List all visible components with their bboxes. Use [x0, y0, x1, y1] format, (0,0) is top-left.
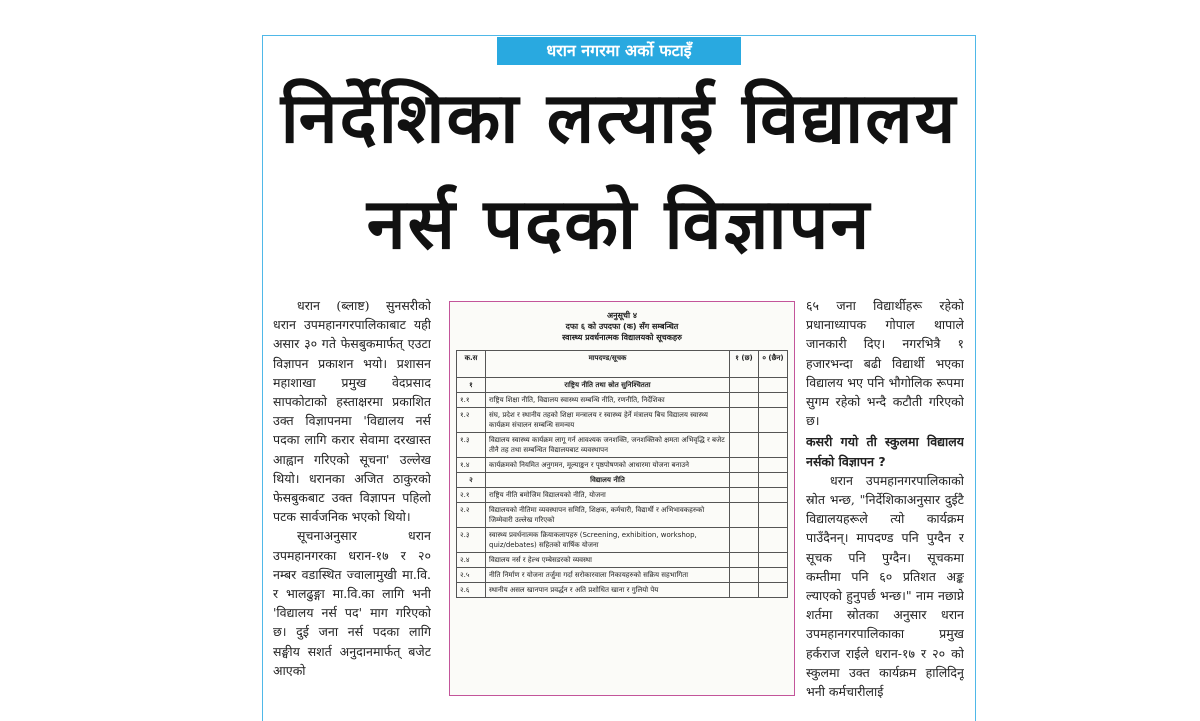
row-indicator: स्वास्थ्य प्रवर्धनात्मक क्रियाकलापहरु (Screening, exhibition, workshop, quiz/debates) सहितको वार्षिक योजना	[486, 528, 730, 553]
row-yes-cell	[730, 473, 759, 488]
headline-line-1: निर्देशिका लत्याई विद्यालय	[280, 77, 958, 159]
row-number: २.५	[457, 568, 486, 583]
table-header-row	[457, 351, 788, 378]
row-number: २.३	[457, 528, 486, 553]
row-number: २.१	[457, 488, 486, 503]
document-image	[449, 301, 795, 696]
row-no-cell	[759, 433, 788, 458]
row-no-cell	[759, 503, 788, 528]
table-row	[457, 408, 788, 433]
row-indicator: विद्यालय स्वास्थ्य कार्यक्रम लागू गर्न आवश्यक जनशक्ति, जनशक्तिको क्षमता अभिवृद्धि र बजेट तीनै तह तथा सम्बन्धित विद्यालयबाट व्यवस्थापन	[486, 433, 730, 458]
row-indicator: स्थानीय असल खानपान प्रवर्द्धन र अति प्रशोधित खाना र गुलियो पेय	[486, 583, 730, 598]
table-row	[457, 503, 788, 528]
right-column	[806, 296, 964, 716]
row-indicator: राष्ट्रिय नीति बमोजिम विद्यालयको नीति, योजना	[486, 488, 730, 503]
row-no-cell	[759, 488, 788, 503]
row-no-cell	[759, 553, 788, 568]
row-no-cell	[759, 473, 788, 488]
right-paragraph-2: धरान उपमहानगरपालिकाको स्रोत भन्छ, "निर्देशिकाअनुसार दुईटै विद्यालयहरूले त्यो कार्यक्रम पाउँदैनन्। मापदण्ड पनि पुग्दैन र सूचक पनि पुग्दैन। सूचकमा कम्तीमा पनि ६० प्रतिशत अङ्क ल्याएको हुनुपर्छ भन्छ।" नाम नछाप्ने शर्तमा स्रोतका अनुसार धरान उपमहानगरपालिकाका प्रमुख हर्कराज राईले धरान-१७ र २० को स्कुलमा उक्त कार्यक्रम हालिदिनू भनी कर्मचारीलाई	[806, 472, 964, 700]
table-row	[457, 553, 788, 568]
row-indicator: राष्ट्रिय शिक्षा नीति, विद्यालय स्वास्थ्य सम्बन्धि नीति, रणनीति, निर्देशिका	[486, 393, 730, 408]
row-yes-cell	[730, 568, 759, 583]
row-no-cell	[759, 528, 788, 553]
right-subhead: कसरी गयो ती स्कुलमा विद्यालय नर्सको विज्ञापन ?	[806, 434, 964, 469]
row-indicator: विद्यालय नर्स र हेल्थ एम्बेसडरको व्यवस्था	[486, 553, 730, 568]
row-number: २.२	[457, 503, 486, 528]
table-row	[457, 378, 788, 393]
doc-title-2: दफा ६ को उपदफा (क) सँग सम्बन्धित	[565, 322, 679, 331]
row-number: १.३	[457, 433, 486, 458]
row-indicator: नीति निर्माण र योजना तर्जुमा गर्दा सरोकारवाला निकायहरुको सक्रिय सहभागिता	[486, 568, 730, 583]
headline-line-2: नर्स पदको विज्ञापन	[366, 183, 872, 265]
row-no-cell	[759, 393, 788, 408]
row-no-cell	[759, 568, 788, 583]
row-yes-cell	[730, 458, 759, 473]
row-no-cell	[759, 408, 788, 433]
table-row	[457, 528, 788, 553]
table-row	[457, 393, 788, 408]
row-number: २.६	[457, 583, 486, 598]
row-number: १.२	[457, 408, 486, 433]
indicator-table	[456, 350, 788, 598]
row-no-cell	[759, 458, 788, 473]
row-indicator: विद्यालय नीति	[486, 473, 730, 488]
kicker-label: धरान नगरमा अर्को फटाइँ	[497, 37, 741, 65]
row-yes-cell	[730, 433, 759, 458]
row-number: १.१	[457, 393, 486, 408]
row-indicator: कार्यक्रमको नियमित अनुगमन, मूल्याङ्कन र पृष्ठपोषणको आधारमा योजना बनाउने	[486, 458, 730, 473]
row-yes-cell	[730, 528, 759, 553]
table-row	[457, 568, 788, 583]
row-yes-cell	[730, 393, 759, 408]
row-yes-cell	[730, 503, 759, 528]
table-body	[457, 378, 788, 598]
table-row	[457, 473, 788, 488]
table-row	[457, 433, 788, 458]
row-indicator: संघ, प्रदेश र स्थानीय तहको शिक्षा मन्त्रालय र स्वास्थ्य हेर्ने मंत्रालय बिच विद्यालय स्वास्थ्य कार्यक्रम संचालन सम्बन्धि समन्वय	[486, 408, 730, 433]
table-row	[457, 458, 788, 473]
right-paragraph-1: ६५ जना विद्यार्थीहरू रहेको प्रधानाध्यापक गोपाल थापाले जानकारी दिए। नगरभित्रै १ हजारभन्दा बढी विद्यार्थी भएका विद्यालय भए पनि भौगोलिक रूपमा सुगम रहेको भन्दै कटौती गरिएको छ।	[806, 298, 964, 429]
row-yes-cell	[730, 378, 759, 393]
left-paragraph-1: धरान (ब्लाष्ट) सुनसरीको धरान उपमहानगरपालिकाबाट यही असार ३० गते फेसबुकमार्फत् एउटा विज्ञापन प्रकाशन भयो। प्रशासन महाशाखा प्रमुख वेदप्रसाद सापकोटाको हस्ताक्षरमा प्रकाशित उक्त विज्ञापनमा 'विद्यालय नर्स पदका लागि करार सेवामा दरखास्त आह्वान गरिएको सूचना' उल्लेख थियो। धरानका अजित ठाकुरको फेसबुकबाट उक्त विज्ञापन पहिलो पटक सार्वजनिक भएको थियो।	[273, 298, 431, 525]
row-no-cell	[759, 378, 788, 393]
row-indicator: विद्यालयको नीतिमा व्यवस्थापन समिति, शिक्षक, कर्मचारी, विद्यार्थी र अभिभावकहरुको जिम्मेवारी उल्लेख गरिएको	[486, 503, 730, 528]
table-row	[457, 583, 788, 598]
col-yes-header: १ (छ)	[730, 351, 759, 378]
doc-title-3: स्वास्थ्य प्रवर्धनात्मक विद्यालयको सूचकहरु	[562, 333, 682, 342]
row-no-cell	[759, 583, 788, 598]
row-number: २.४	[457, 553, 486, 568]
row-indicator: राष्ट्रिय नीति तथा स्रोत सुनिश्चितता	[486, 378, 730, 393]
left-paragraph-2: सूचनाअनुसार धरान उपमहानगरका धरान-१७ र २० नम्बर वडास्थित ज्वालामुखी मा.वि. र भालढुङ्गा मा.वि.का लागि भनी 'विद्यालय नर्स पद' माग गरिएको छ। दुई जना नर्स पदका लागि सङ्घीय सशर्त अनुदानमार्फत् बजेट आएको	[273, 528, 431, 678]
row-yes-cell	[730, 488, 759, 503]
doc-title-1: अनुसूची ४	[606, 311, 638, 320]
col-no-header: ० (छैन)	[759, 351, 788, 378]
row-yes-cell	[730, 408, 759, 433]
col-indicator-header: मापदण्ड/सूचक	[486, 351, 730, 378]
col-num-header: क.स	[457, 351, 486, 378]
left-column	[273, 296, 431, 706]
row-number: १.४	[457, 458, 486, 473]
row-yes-cell	[730, 553, 759, 568]
row-yes-cell	[730, 583, 759, 598]
table-row	[457, 488, 788, 503]
row-number: २	[457, 473, 486, 488]
row-number: १	[457, 378, 486, 393]
